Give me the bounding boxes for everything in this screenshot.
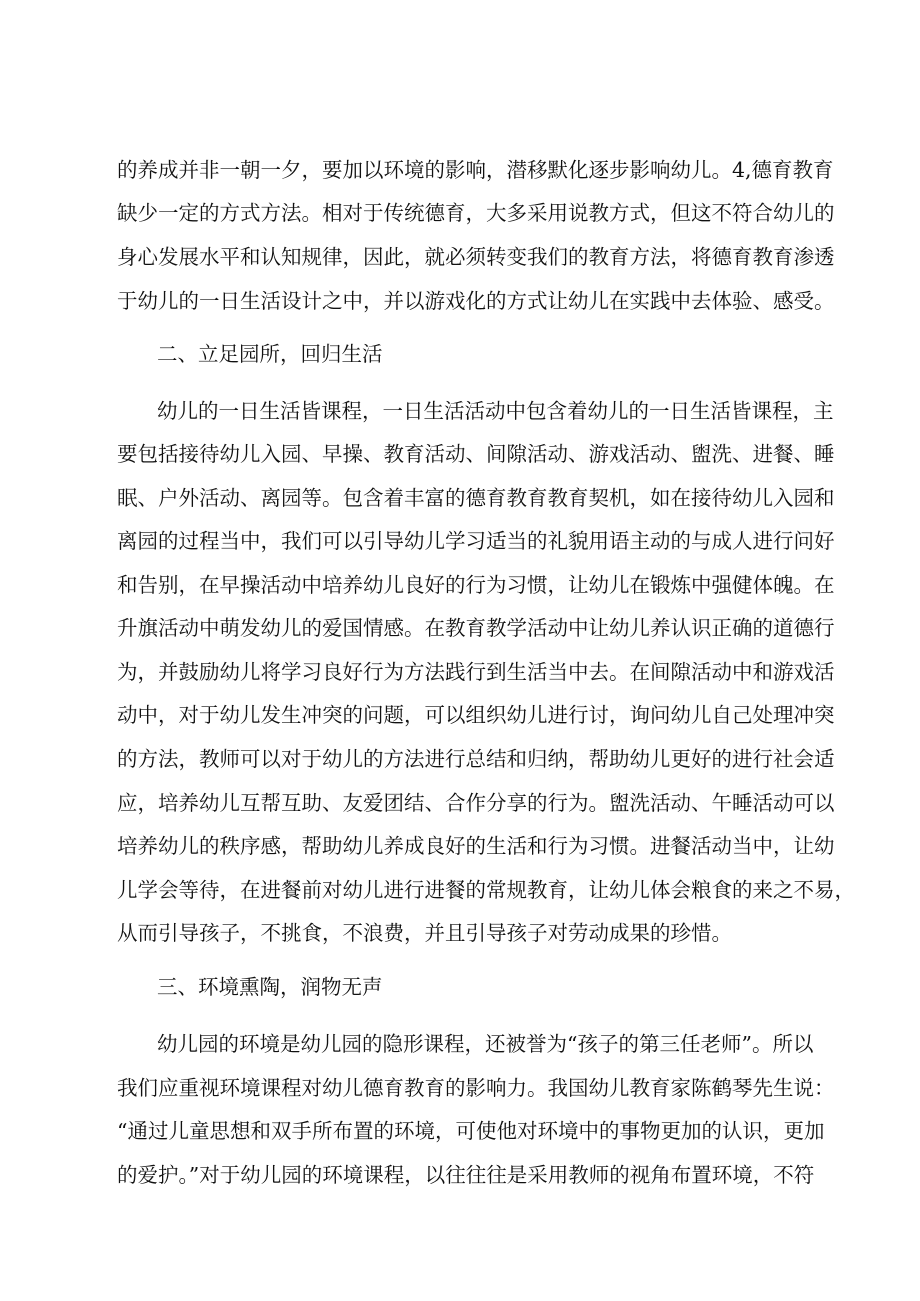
paragraph-first-line: 幼儿园的环境是幼儿园的隐形课程，还被誉为“孩子的第三任老师”。所以 <box>157 1032 814 1056</box>
text-line: 和告别，在早操活动中培养幼儿良好的行为习惯，让幼儿在锻炼中强健体魄。在 <box>117 573 835 597</box>
section-heading-3: 三、环境熏陶，润物无声 <box>157 975 383 999</box>
paragraph-first-line: 幼儿的一日生活皆课程，一日生活活动中包含着幼儿的一日生活皆课程，主 <box>157 399 834 423</box>
text-line: 缺少一定的方式方法。相对于传统德育，大多采用说教方式，但这不符合幼儿的 <box>117 201 835 225</box>
text-line: 我们应重视环境课程对幼儿德育教育的影响力。我国幼儿教育家陈鹤琴先生说： <box>117 1076 835 1100</box>
text-line: 升旗活动中萌发幼儿的爱国情感。在教育教学活动中让幼儿养认识正确的道德行 <box>117 616 835 640</box>
text-line: 的养成并非一朝一夕，要加以环境的影响，潜移默化逐步影响幼儿。4,德育教育 <box>117 158 834 182</box>
text-line: 于幼儿的一日生活设计之中，并以游戏化的方式让幼儿在实践中去体验、感受。 <box>117 289 835 313</box>
text-line: 为，并鼓励幼儿将学习良好行为方法践行到生活当中去。在间隙活动中和游戏活 <box>117 660 835 684</box>
text-line: 离园的过程当中，我们可以引导幼儿学习适当的礼貌用语主动的与成人进行问好 <box>117 529 835 553</box>
text-line: 儿学会等待，在进餐前对幼儿进行进餐的常规教育，让幼儿体会粮食的来之不易， <box>117 878 855 902</box>
text-line: 应，培养幼儿互帮互助、友爱团结、合作分享的行为。盥洗活动、午睡活动可以 <box>117 791 835 815</box>
text-line: 要包括接待幼儿入园、早操、教育活动、间隙活动、游戏活动、盥洗、进餐、睡 <box>117 442 835 466</box>
text-line: 动中，对于幼儿发生冲突的问题，可以组织幼儿进行讨，询问幼儿自己处理冲突 <box>117 703 835 727</box>
text-line: 的方法，教师可以对于幼儿的方法进行总结和归纳，帮助幼儿更好的进行社会适 <box>117 747 835 771</box>
section-heading-2: 二、立足园所，回归生活 <box>157 342 383 366</box>
text-line: 眠、户外活动、离园等。包含着丰富的德育教育教育契机，如在接待幼儿入园和 <box>117 486 835 510</box>
text-line: “通过儿童思想和双手所布置的环境，可使他对环境中的事物更加的认识，更加 <box>117 1119 825 1143</box>
text-line: 从而引导孩子，不挑食，不浪费，并且引导孩子对劳动成果的珍惜。 <box>117 921 732 945</box>
text-line: 培养幼儿的秩序感，帮助幼儿养成良好的生活和行为习惯。进餐活动当中，让幼 <box>117 834 835 858</box>
text-line: 身心发展水平和认知规律，因此，就必须转变我们的教育方法，将德育教育渗透 <box>117 245 835 269</box>
text-line: 的爱护。”对于幼儿园的环境课程，以往往往是采用教师的视角布置环境，不符 <box>117 1163 815 1187</box>
